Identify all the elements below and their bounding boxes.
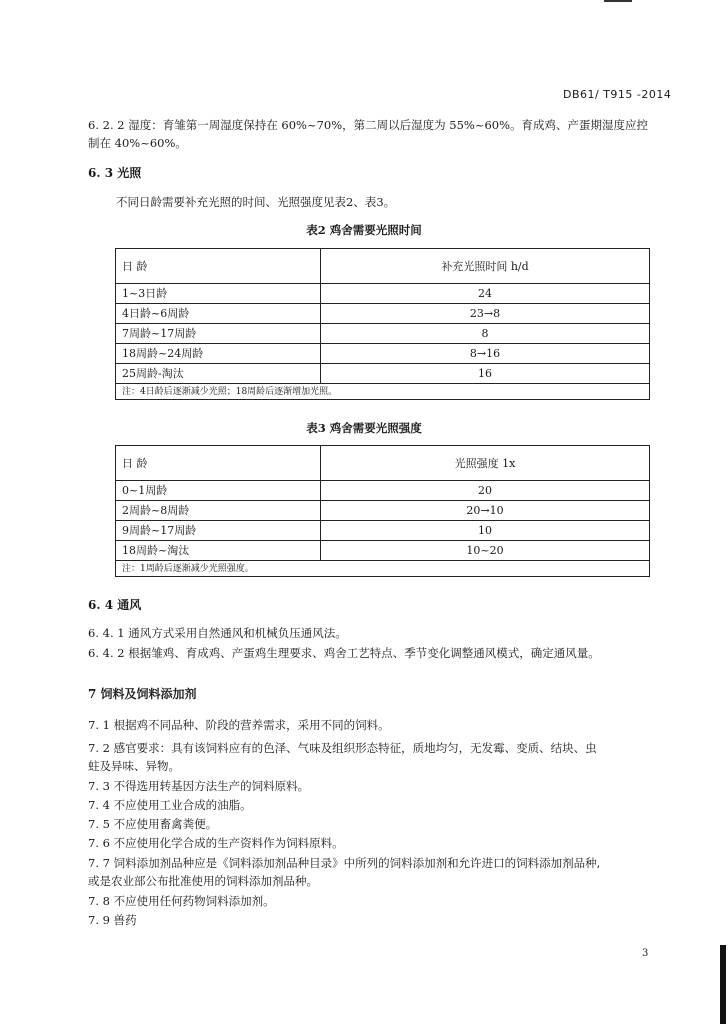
table3-row-value: 20→10 (321, 501, 650, 521)
table2-header-age: 日 龄 (116, 249, 321, 284)
scan-mark-top (604, 0, 632, 2)
table2-header-row (116, 249, 650, 284)
section-6-2-2-line1: 6. 2. 2 湿度：育雏第一周湿度保持在 60%~70%，第二周以后湿度为 55%~60%。育成鸡、产蛋期湿度应控 (88, 118, 649, 132)
table2-header-value: 补充光照时间 h/d (321, 249, 650, 284)
table-row (116, 364, 650, 384)
table3-header-age: 日 龄 (116, 446, 321, 481)
section-7-5: 7. 5 不应使用畜禽粪便。 (88, 817, 218, 831)
section-6-3-heading: 6. 3 光照 (88, 166, 142, 180)
section-7-2-line2: 蛀及异味、异物。 (88, 759, 180, 773)
section-7-7-line2: 或是农业部公布批准使用的饲料添加剂品种。 (88, 874, 318, 888)
section-6-4-2: 6. 4. 2 根据雏鸡、育成鸡、产蛋鸡生理要求、鸡舍工艺特点、季节变化调整通风模式，确定通风量。 (88, 646, 600, 660)
scan-edge-bar (720, 945, 726, 1024)
table2-row-value: 8 (321, 324, 650, 344)
table3-row-age: 2周龄~8周龄 (116, 501, 321, 521)
table3-note: 注：1周龄后逐渐减少光照强度。 (116, 561, 650, 577)
page-number: 3 (642, 948, 649, 959)
table-row (116, 284, 650, 304)
table-row (116, 481, 650, 501)
table-row (116, 541, 650, 561)
table2-row-value: 16 (321, 364, 650, 384)
table-row (116, 521, 650, 541)
table3-row-age: 9周龄~17周龄 (116, 521, 321, 541)
table3-row-value: 10~20 (321, 541, 650, 561)
standard-code: DB61/ T915 -2014 (563, 88, 672, 101)
table2-row-value: 8→16 (321, 344, 650, 364)
table3-row-age: 0~1周龄 (116, 481, 321, 501)
section-6-4-heading: 6. 4 通风 (88, 598, 142, 612)
table2 (115, 248, 650, 400)
table2-row-age: 18周龄~24周龄 (116, 344, 321, 364)
section-7-6: 7. 6 不应使用化学合成的生产资料作为饲料原料。 (88, 836, 344, 850)
section-6-3-intro: 不同日龄需要补充光照的时间、光照强度见表2、表3。 (116, 195, 396, 209)
table-row (116, 501, 650, 521)
table2-row-value: 23→8 (321, 304, 650, 324)
table2-row-age: 25周龄-淘汰 (116, 364, 321, 384)
table3-header-row (116, 446, 650, 481)
table3-caption: 表3 鸡舍需要光照强度 (306, 421, 422, 435)
section-6-4-1: 6. 4. 1 通风方式采用自然通风和机械负压通风法。 (88, 626, 347, 640)
section-7-3: 7. 3 不得选用转基因方法生产的饲料原料。 (88, 779, 310, 793)
table2-caption: 表2 鸡舍需要光照时间 (306, 223, 422, 237)
table2-note-row (116, 384, 650, 400)
section-7-1: 7. 1 根据鸡不同品种、阶段的营养需求，采用不同的饲料。 (88, 718, 390, 732)
section-7-2-line1: 7. 2 感官要求：具有该饲料应有的色泽、气味及组织形态特征，质地均匀，无发霉、变质、结块、虫 (88, 741, 597, 755)
table2-note: 注：4日龄后逐渐减少光照；18周龄后逐渐增加光照。 (116, 384, 650, 400)
table-row (116, 324, 650, 344)
section-7-7-line1: 7. 7 饲料添加剂品种应是《饲料添加剂品种目录》中所列的饲料添加剂和允许进口的饲料添加剂品种, (88, 856, 601, 870)
table3 (115, 445, 650, 577)
table-row (116, 304, 650, 324)
table-row (116, 344, 650, 364)
table3-note-row (116, 561, 650, 577)
section-7-4: 7. 4 不应使用工业合成的油脂。 (88, 798, 252, 812)
table3-row-value: 10 (321, 521, 650, 541)
table2-row-age: 7周龄~17周龄 (116, 324, 321, 344)
section-6-2-2-line2: 制在 40%~60%。 (88, 136, 187, 150)
table2-row-age: 4日龄~6周龄 (116, 304, 321, 324)
section-7-8: 7. 8 不应使用任何药物饲料添加剂。 (88, 894, 275, 908)
section-7-9: 7. 9 兽药 (88, 913, 137, 927)
table3-header-value: 光照强度 1x (321, 446, 650, 481)
table2-row-value: 24 (321, 284, 650, 304)
table3-row-age: 18周龄~淘汰 (116, 541, 321, 561)
table2-row-age: 1~3日龄 (116, 284, 321, 304)
table3-row-value: 20 (321, 481, 650, 501)
section-7-heading: 7 饲料及饲料添加剂 (88, 687, 197, 701)
